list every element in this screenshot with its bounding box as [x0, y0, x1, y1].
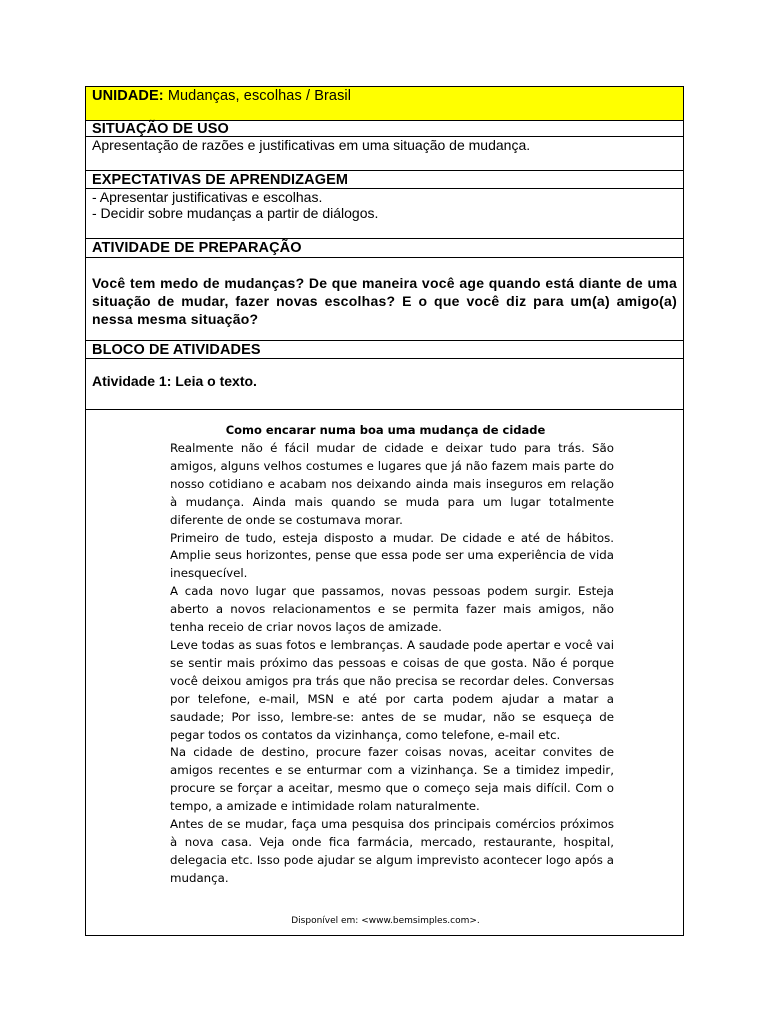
expectativas-heading: EXPECTATIVAS DE APRENDIZAGEM	[92, 172, 349, 188]
bloco-heading: BLOCO DE ATIVIDADES	[92, 342, 261, 358]
preparacao-heading-row	[86, 239, 683, 258]
bloco-heading-row	[86, 341, 683, 359]
situacao-heading-row	[86, 121, 683, 137]
article-paragraph: Na cidade de destino, procure fazer coisas novas, aceitar convites de amigos recentes e se enturmar com a vizinhança. Se a timidez impedir, procure se forçar a aceitar, mesmo que o começo seja mais difícil. Com o tempo, a amizade e intimidade rolam naturalmente.	[170, 745, 614, 814]
preparacao-heading: ATIVIDADE DE PREPARAÇÃO	[92, 240, 302, 256]
situacao-body-row	[86, 137, 683, 171]
article-paragraph: Primeiro de tudo, esteja disposto a mudar. De cidade e até de hábitos. Amplie seus horizontes, pense que essa pode ser uma experiência de vida inesquecível.	[170, 530, 614, 581]
atividade1-row	[86, 359, 683, 410]
article-box	[86, 410, 683, 935]
expectativa-item: - Decidir sobre mudanças a partir de diálogos.	[92, 205, 379, 221]
expectativas-heading-row	[86, 171, 683, 189]
unidade-label: UNIDADE:	[92, 88, 164, 104]
atividade1-label: Atividade 1: Leia o texto.	[92, 373, 257, 389]
expectativas-body-row	[86, 189, 683, 239]
expectativa-item: - Apresentar justificativas e escolhas.	[92, 189, 323, 205]
unidade-row	[86, 87, 683, 121]
preparacao-text: Você tem medo de mudanças? De que maneira você age quando está diante de uma situação de mudar, fazer novas escolhas? E o que você diz para um(a) amigo(a) nessa mesma situação?	[92, 275, 677, 327]
situacao-text: Apresentação de razões e justificativas em uma situação de mudança.	[92, 137, 531, 153]
article-paragraph: Antes de se mudar, faça uma pesquisa dos principais comércios próximos à nova casa. Veja onde fica farmácia, mercado, restaurante, hospital, delegacia etc. Isso pode ajudar se algum imprevisto acontecer logo após a mudança.	[170, 817, 614, 885]
article-paragraph: Leve todas as suas fotos e lembranças. A saudade pode apertar e você vai se sentir mais próximo das pessoas e coisas de que gosta. Não é porque você deixou amigos pra trás que não precisa se recordar deles. Conversas por telefone, e-mail, MSN e até por carta podem ajudar a matar a saudade; Por isso, lembre-se: antes de se mudar, não se esqueça de pegar todos os contatos da vizinhança, como telefone, e-mail etc.	[170, 637, 614, 742]
article-title: Como encarar numa boa uma mudança de cidade	[225, 423, 546, 437]
unidade-value: Mudanças, escolhas / Brasil	[167, 88, 352, 104]
situacao-heading: SITUAÇÃO DE USO	[92, 121, 229, 137]
article-paragraph: A cada novo lugar que passamos, novas pessoas podem surgir. Esteja aberto a novos relacionamentos e se permita fazer mais amigos, não tenha receio de criar novos laços de amizade.	[170, 584, 614, 635]
article-paragraph: Realmente não é fácil mudar de cidade e deixar tudo para trás. São amigos, alguns velhos costumes e lugares que já não fazem mais parte do nosso cotidiano e acabam nos deixando ainda mais inseguros em relação à mudança. Ainda mais quando se muda para um lugar totalmente diferente de onde se costumava morar.	[170, 441, 614, 527]
article-body	[170, 440, 614, 888]
preparacao-body-row	[86, 258, 683, 341]
lesson-table	[85, 86, 684, 936]
article-source: Disponível em: <www.bemsimples.com>.	[291, 916, 480, 926]
